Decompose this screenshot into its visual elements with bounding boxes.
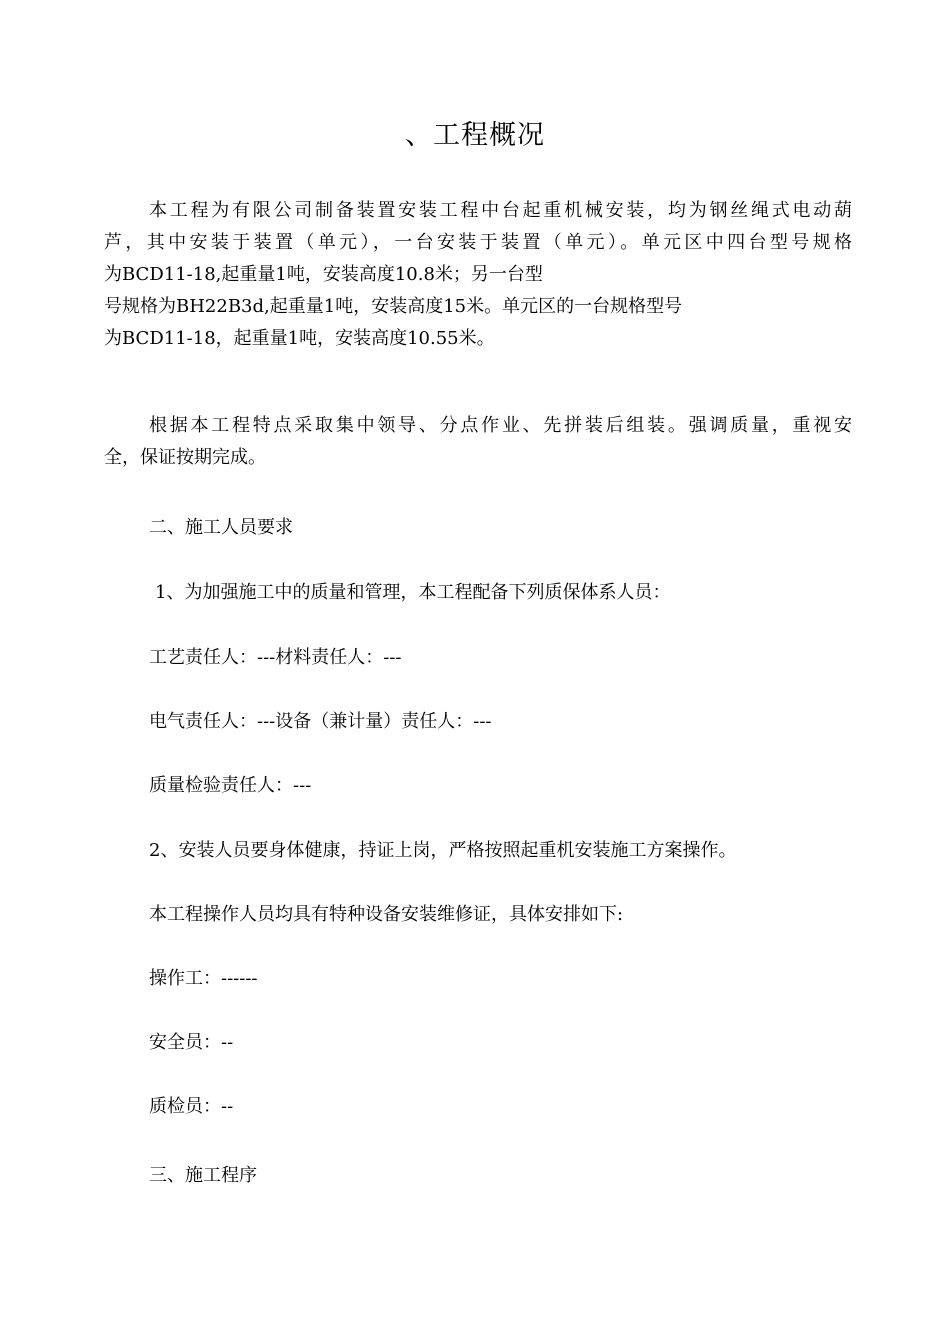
section2-heading: 二、施工人员要求 <box>149 517 293 538</box>
section1-title: 、工程概况 <box>405 120 545 151</box>
overview-line-1: 本工程为有限公司制备装置安装工程中台起重机械安装，均为钢丝绳式电动葫 <box>149 200 852 221</box>
staff-quality-inspector: 质检员：-- <box>149 1096 234 1117</box>
approach-line-1: 根据本工程特点采取集中领导、分点作业、先拼装后组装。强调质量，重视安 <box>149 415 852 436</box>
overview-line-2: 芦，其中安装于装置（单元），一台安装于装置（单元）。单元区中四台型号规格 <box>104 232 852 253</box>
certificate-note: 本工程操作人员均具有特种设备安装维修证，具体安排如下: <box>149 904 624 925</box>
section3-heading: 三、施工程序 <box>149 1165 257 1186</box>
overview-line-4: 号规格为BH22B3d,起重量1吨，安装高度15米。单元区的一台规格型号 <box>104 296 683 317</box>
staff-safety-officer: 安全员：-- <box>149 1032 234 1053</box>
overview-line-3: 为BCD11-18,起重量1吨，安装高度10.8米；另一台型 <box>104 264 543 285</box>
overview-line-5: 为BCD11-18，起重量1吨，安装高度10.55米。 <box>104 328 495 349</box>
overview-paragraph <box>104 195 852 355</box>
roles-quality-inspection: 质量检验责任人：--- <box>149 775 312 796</box>
approach-line-2: 全，保证按期完成。 <box>104 447 266 468</box>
item-2: 2、安装人员要身体健康，持证上岗，严格按照起重机安装施工方案操作。 <box>149 840 737 861</box>
approach-paragraph <box>104 410 852 474</box>
roles-craft-material: 工艺责任人：---材料责任人：--- <box>149 647 402 668</box>
staff-operator: 操作工：------ <box>149 968 258 989</box>
item-1: 1、为加强施工中的质量和管理，本工程配备下列质保体系人员： <box>155 582 671 603</box>
roles-electrical-equipment: 电气责任人：---设备（兼计量）责任人：--- <box>149 711 492 732</box>
